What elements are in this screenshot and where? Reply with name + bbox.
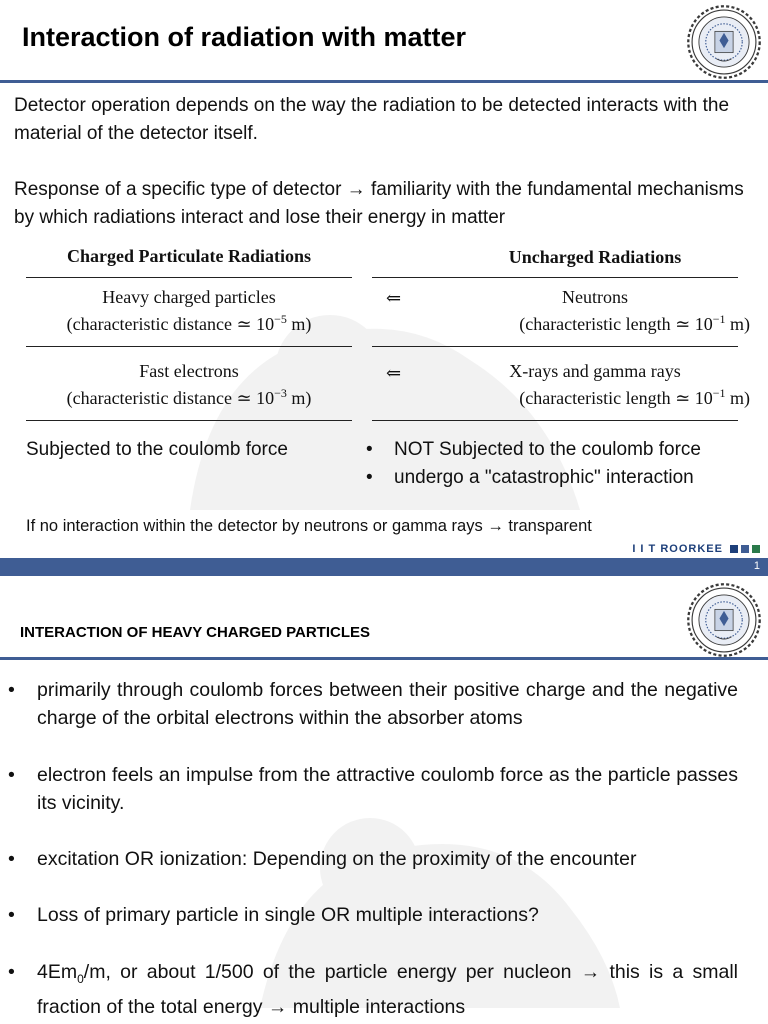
particle-name: X-rays and gamma rays — [509, 361, 681, 381]
particle-length: (characteristic length ≃ $10^{-1}$ m) — [519, 386, 750, 408]
table-rule — [372, 346, 738, 347]
table-rule — [26, 346, 352, 347]
brand-square-icon — [730, 545, 738, 553]
table-cell-left — [22, 286, 356, 335]
bullet-text: electron feels an impulse from the attractive coulomb force as the particle passes its vicinity. — [37, 764, 738, 814]
slide-title: INTERACTION OF HEAVY CHARGED PARTICLES — [20, 624, 371, 641]
table-rule — [372, 420, 738, 421]
bullet-icon: • — [8, 961, 15, 983]
particle-name: Heavy charged particles — [102, 287, 276, 307]
brand-text: I I T ROORKEE — [632, 543, 723, 555]
title-divider — [0, 657, 768, 660]
arrow-left-icon: ⇐ — [386, 363, 402, 383]
particle-length: (characteristic length ≃ $10^{-1}$ m) — [519, 312, 750, 334]
transparent-note: If no interaction within the detector by neutrons or gamma rays → transparent — [26, 517, 592, 535]
table-rule — [26, 420, 352, 421]
intro-paragraph: Detector operation depends on the way the radiation to be detected interacts with the material of the detector itself. — [14, 95, 730, 144]
table-cell-right — [440, 286, 750, 335]
bullet-text: $4Em_0/m$, or about 1/500 of the particle energy per nucleon → this is a small fraction of the total energy → multiple interactions — [37, 961, 738, 1018]
bullet-icon: • — [8, 679, 15, 701]
list-item: • NOT Subjected to the coulomb force — [366, 436, 701, 464]
particle-distance: (characteristic distance ≃ $10^{-3}$ m) — [66, 386, 312, 408]
header-charged: Charged Particulate Radiations — [67, 246, 311, 266]
slide-title: Interaction of radiation with matter — [22, 22, 467, 52]
table-rule — [372, 277, 738, 278]
table-cell-left — [22, 360, 356, 409]
brand-square-icon — [752, 545, 760, 553]
page-number: 1 — [753, 560, 760, 572]
table-rule — [26, 277, 352, 278]
brand-square-icon — [741, 545, 749, 553]
response-paragraph: Response of a specific type of detector → familiarity with the fundamental mechanisms by which radiations interact and lose their energy in matter — [14, 179, 744, 228]
footer-bar — [0, 558, 768, 576]
bullet-icon: • — [8, 764, 15, 786]
header-uncharged: Uncharged Radiations — [508, 247, 682, 267]
arrow-left-icon: ⇐ — [386, 288, 402, 308]
title-divider — [0, 80, 768, 83]
bullet-icon: • — [8, 848, 15, 870]
iit-roorkee-seal-icon — [686, 582, 762, 658]
table-cell-right — [440, 360, 750, 409]
uncharged-bullets — [366, 436, 701, 492]
bullet-icon: • — [8, 904, 15, 926]
slide-2 — [0, 578, 768, 1024]
bullet-icon: • — [366, 467, 373, 488]
charged-note: Subjected to the coulomb force — [26, 439, 288, 460]
particle-distance: (characteristic distance ≃ $10^{-5}$ m) — [66, 312, 312, 334]
brand-label — [632, 543, 760, 555]
iit-roorkee-seal-icon — [686, 4, 762, 80]
list-item: • undergo a "catastrophic" interaction — [366, 464, 701, 492]
bullet-text: Loss of primary particle in single OR multiple interactions? — [37, 904, 539, 926]
bullet-text: primarily through coulomb forces between their positive charge and the negative charge of the orbital electrons within the absorber atoms — [37, 679, 738, 729]
bullet-icon: • — [366, 439, 373, 460]
bullet-text: excitation OR ionization: Depending on the proximity of the encounter — [37, 848, 637, 870]
particle-name: Neutrons — [562, 287, 628, 307]
particle-name: Fast electrons — [139, 361, 239, 381]
